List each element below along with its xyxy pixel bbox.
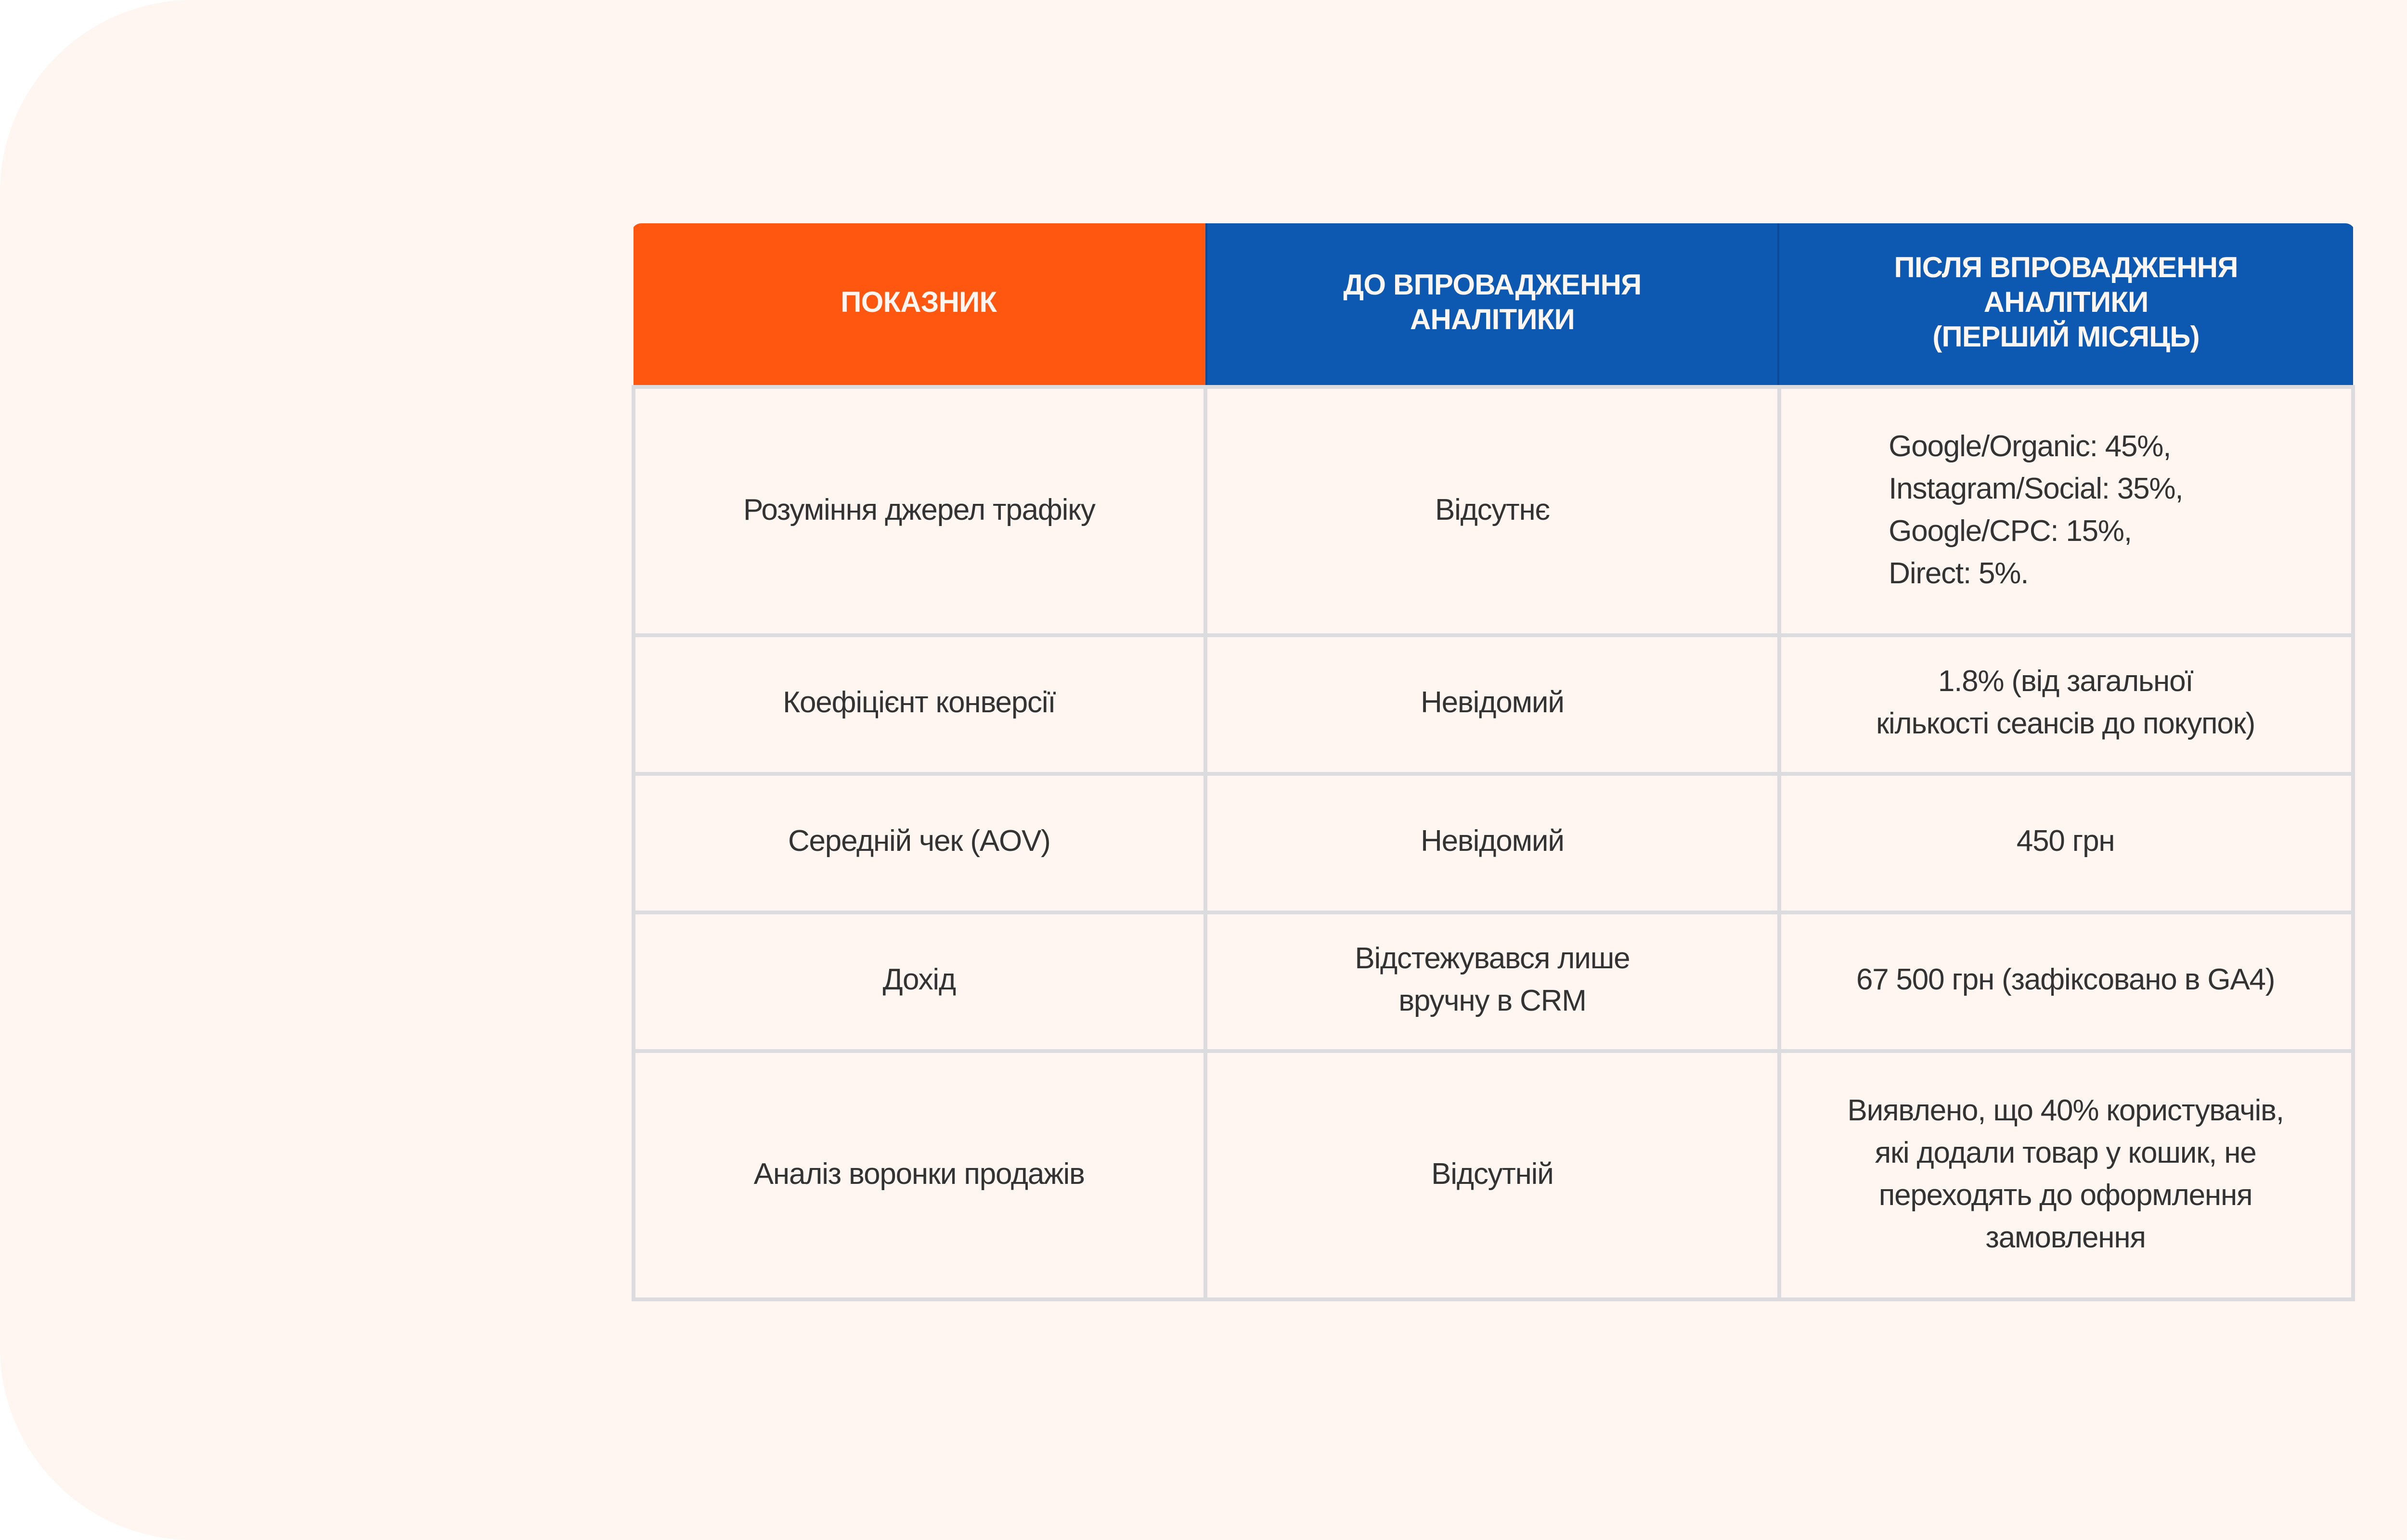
cell-after bbox=[1779, 1051, 2352, 1299]
cell-after bbox=[1779, 635, 2352, 774]
table-row bbox=[633, 912, 2352, 1051]
header-line: ДО ВПРОВАДЖЕННЯ bbox=[1343, 270, 1642, 302]
cell-text: Невідомий bbox=[1421, 687, 1564, 720]
cell-text: Виявлено, що 40% користувачів, bbox=[1847, 1094, 2284, 1127]
cell-text: Невідомий bbox=[1421, 826, 1564, 859]
cell-text: кількості сеансів до покупок) bbox=[1876, 708, 2255, 741]
table-row bbox=[633, 1051, 2352, 1299]
cell-text: 1.8% (від загальної bbox=[1938, 666, 2193, 699]
cell-text: переходять до оформлення bbox=[1878, 1179, 2252, 1212]
header-after bbox=[1779, 223, 2352, 387]
comparison-table bbox=[631, 223, 2354, 1301]
cell-text: замовлення bbox=[1985, 1221, 2146, 1254]
table-row bbox=[633, 387, 2352, 635]
cell-text: Дохід bbox=[882, 964, 956, 997]
cell-before bbox=[1206, 635, 1779, 774]
header-line: АНАЛІТИКИ bbox=[1983, 287, 2148, 320]
cell-after bbox=[1779, 387, 2352, 635]
cell-before bbox=[1206, 1051, 1779, 1299]
cell-text: Direct: 5%. bbox=[1889, 557, 2029, 590]
cell-metric bbox=[633, 387, 1206, 635]
cell-after bbox=[1779, 774, 2352, 912]
cell-metric bbox=[633, 635, 1206, 774]
header-line: ПІСЛЯ ВПРОВАДЖЕННЯ bbox=[1894, 252, 2238, 285]
cell-before bbox=[1206, 387, 1779, 635]
header-line: (ПЕРШИЙ МІСЯЦЬ) bbox=[1932, 321, 2200, 354]
header-line: АНАЛІТИКИ bbox=[1410, 304, 1575, 337]
table-header-row bbox=[633, 223, 2352, 387]
cell-text: Аналіз воронки продажів bbox=[753, 1158, 1085, 1191]
cell-text: 67 500 грн (зафіксовано в GA4) bbox=[1856, 964, 2275, 997]
cell-text: Розуміння джерел трафіку bbox=[743, 494, 1095, 526]
cell-text: Відсутній bbox=[1431, 1158, 1553, 1191]
cell-text: Відсутнє bbox=[1435, 494, 1550, 526]
cell-text: Google/CPC: 15%, bbox=[1889, 515, 2132, 548]
cell-text: Відстежувався лише bbox=[1355, 943, 1630, 976]
header-metric bbox=[633, 223, 1206, 387]
cell-metric bbox=[633, 912, 1206, 1051]
header-before bbox=[1206, 223, 1779, 387]
cell-before bbox=[1206, 912, 1779, 1051]
cell-text: Середній чек (AOV) bbox=[788, 826, 1050, 859]
table-row bbox=[633, 635, 2352, 774]
cell-text: Instagram/Social: 35%, bbox=[1889, 473, 2183, 505]
header-line: ПОКАЗНИК bbox=[841, 287, 997, 320]
table-row bbox=[633, 774, 2352, 912]
cell-text: 450 грн bbox=[2016, 826, 2115, 859]
cell-text: які додали товар у кошик, не bbox=[1875, 1137, 2256, 1169]
cell-metric bbox=[633, 774, 1206, 912]
cell-text: Google/Organic: 45%, bbox=[1889, 430, 2171, 463]
cell-text: вручну в CRM bbox=[1398, 986, 1586, 1018]
cell-text: Коефіцієнт конверсії bbox=[783, 687, 1056, 720]
cell-before bbox=[1206, 774, 1779, 912]
cell-after bbox=[1779, 912, 2352, 1051]
cell-metric bbox=[633, 1051, 1206, 1299]
